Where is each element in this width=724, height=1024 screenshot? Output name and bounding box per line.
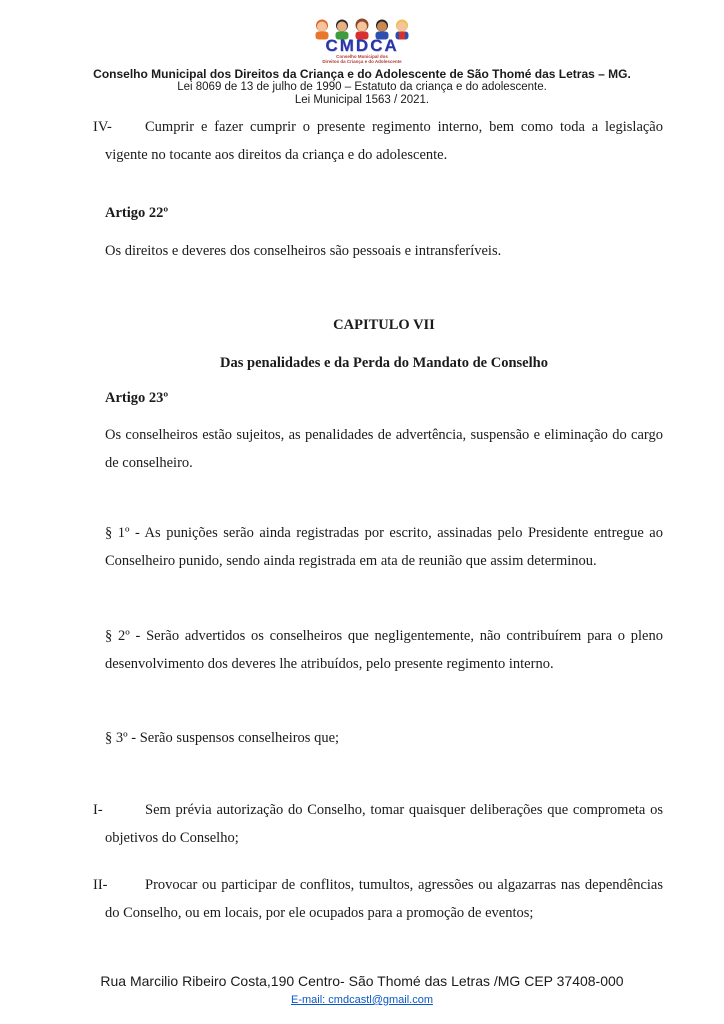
document-header xyxy=(0,0,724,107)
header-council-title: Conselho Municipal dos Direitos da Criança e do Adolescente de São Thomé das Letras – MG. xyxy=(93,67,631,81)
logo-subtitle-line2: Direitos da Criança e do Adolescente xyxy=(322,59,402,64)
heading-artigo-23: Artigo 23º xyxy=(105,390,169,406)
list-marker: IV- xyxy=(93,119,112,135)
list-item-i xyxy=(93,796,663,852)
paragraph-section-3: § 3º - Serão suspensos conselheiros que; xyxy=(105,730,340,746)
list-item-text: Sem prévia autorização do Conselho, tomar quaisquer deliberações que comprometa os objetivos do Conselho; xyxy=(105,802,663,846)
paragraph-artigo-23-body: Os conselheiros estão sujeitos, as penalidades de advertência, suspensão e eliminação do cargo de conselheiro. xyxy=(105,427,663,471)
list-marker: II- xyxy=(93,877,108,893)
list-item-text: Cumprir e fazer cumprir o presente regimento interno, bem como toda a legislação vigente no tocante aos direitos da criança e do adolescente. xyxy=(105,119,663,163)
chapter-heading: CAPITULO VII xyxy=(333,317,435,333)
logo-acronym: CMDCA xyxy=(325,36,399,55)
paragraph-section-1: § 1º - As punições serão ainda registradas por escrito, assinadas pelo Presidente entregue ao Conselheiro punido, sendo ainda registrada em ata de reunião que assim determinou. xyxy=(105,525,663,569)
list-item-iv xyxy=(93,113,663,169)
footer-address: Rua Marcilio Ribeiro Costa,190 Centro- São Thomé das Letras /MG CEP 37408-000 xyxy=(100,973,624,989)
footer-email-link[interactable]: E-mail: cmdcastl@gmail.com xyxy=(291,994,433,1006)
heading-artigo-22: Artigo 22º xyxy=(105,205,169,221)
list-item-text: Provocar ou participar de conflitos, tumultos, agressões ou algazarras nas dependências do Conselho, ou em locais, por ele ocupados para a promoção de eventos; xyxy=(105,877,663,921)
list-item-ii xyxy=(93,871,663,927)
header-municipal-law: Lei Municipal 1563 / 2021. xyxy=(294,94,430,106)
paragraph-section-2: § 2º - Serão advertidos os conselheiros que negligentemente, não contribuírem para o pleno desenvolvimento dos deveres lhe atribuídos, pelo presente regimento interno. xyxy=(105,628,663,672)
logo-subtitle-line1: Conselho Municipal dos xyxy=(336,54,388,59)
chapter-subheading: Das penalidades e da Perda do Mandato de Conselho xyxy=(220,355,548,371)
header-federal-law: Lei 8069 de 13 de julho de 1990 – Estatuto da criança e do adolescente. xyxy=(177,81,547,93)
document-body xyxy=(93,113,663,927)
paragraph-artigo-22-body: Os direitos e deveres dos conselheiros são pessoais e intransferíveis. xyxy=(105,243,502,259)
list-marker: I- xyxy=(93,802,103,818)
cmdca-logo xyxy=(302,18,422,64)
document-footer xyxy=(0,973,724,1008)
